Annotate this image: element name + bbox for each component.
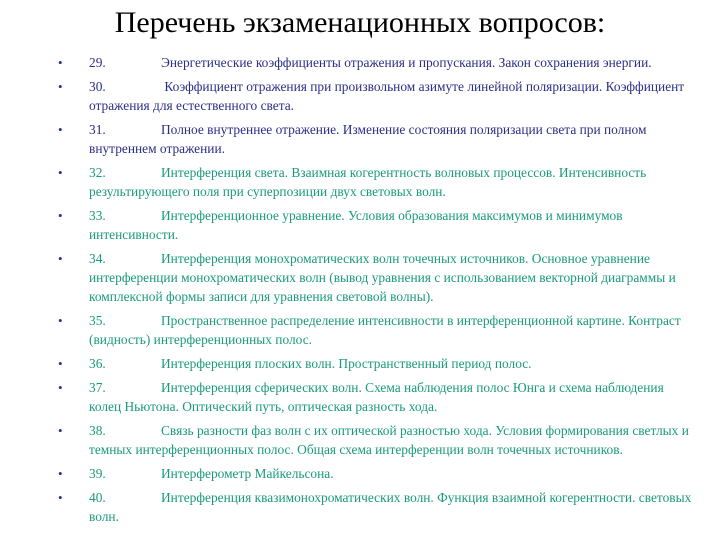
question-number: 37. xyxy=(89,380,106,395)
question-number: 29. xyxy=(89,55,106,70)
bullet-icon: • xyxy=(58,313,63,328)
bullet-icon: • xyxy=(58,79,63,94)
question-number: 33. xyxy=(89,208,106,223)
list-item xyxy=(58,464,698,483)
question-text: Интерферометр Майкельсона. xyxy=(161,466,334,481)
question-text: Интерференция сферических волн. Схема наблюдения полос Юнга и схема наблюдения колец Ньютона. Оптический путь, оптическая разность хода. xyxy=(89,380,664,414)
question-number: 31. xyxy=(89,122,106,137)
question-number: 30. xyxy=(89,79,106,94)
bullet-icon: • xyxy=(58,251,63,266)
question-text: Интерференция квазимонохроматических волн. Функция взаимной когерентности. световых волн. xyxy=(89,490,692,524)
question-number: 40. xyxy=(89,490,106,505)
bullet-icon: • xyxy=(58,122,63,137)
list-item xyxy=(58,311,698,349)
question-text: Интерференция света. Взаимная когерентность волновых процессов. Интенсивность результирующего поля при суперпозиции двух световых волн. xyxy=(89,165,647,199)
list-item xyxy=(58,421,698,459)
bullet-icon: • xyxy=(58,356,63,371)
bullet-icon: • xyxy=(58,490,63,505)
question-text: Интерференция плоских волн. Пространственный период полос. xyxy=(161,356,532,371)
page-title: Перечень экзаменационных вопросов: xyxy=(114,6,606,39)
list-item xyxy=(58,120,698,158)
question-number: 36. xyxy=(89,356,106,371)
question-number: 34. xyxy=(89,251,106,266)
bullet-icon: • xyxy=(58,380,63,395)
list-item xyxy=(58,53,698,72)
bullet-icon: • xyxy=(58,423,63,438)
list-item xyxy=(58,249,698,306)
question-list xyxy=(58,53,698,531)
question-number: 39. xyxy=(89,466,106,481)
list-item xyxy=(58,77,698,115)
bullet-icon: • xyxy=(58,466,63,481)
list-item xyxy=(58,488,698,526)
question-text: Энергетические коэффициенты отражения и пропускания. Закон сохранения энергии. xyxy=(161,55,652,70)
question-text: Интерференционное уравнение. Условия образования максимумов и минимумов интенсивности. xyxy=(89,208,623,242)
question-number: 32. xyxy=(89,165,106,180)
question-number: 38. xyxy=(89,423,106,438)
bullet-icon: • xyxy=(58,55,63,70)
list-item xyxy=(58,354,698,373)
question-text: Пространственное распределение интенсивности в интерференционной картине. Контраст (видность) интерференционных полос. xyxy=(89,313,681,347)
bullet-icon: • xyxy=(58,208,63,223)
question-number: 35. xyxy=(89,313,106,328)
question-text: Полное внутреннее отражение. Изменение состояния поляризации света при полном внутреннем отражении. xyxy=(89,122,647,156)
question-text: Связь разности фаз волн с их оптической разностью хода. Условия формирования светлых и темных интерференционных полос. Общая схема интерференции волн точечных источников. xyxy=(89,423,689,457)
list-item xyxy=(58,206,698,244)
question-text: Интерференция монохроматических волн точечных источников. Основное уравнение интерференции монохроматических волн (вывод уравнения с использованием векторной диаграммы и комплексной формы записи для уравнения световой волны). xyxy=(89,251,676,304)
bullet-icon: • xyxy=(58,165,63,180)
question-text: Коэффициент отражения при произвольном азимуте линейной поляризации. Коэффициент отражения для естественного света. xyxy=(89,79,685,113)
list-item xyxy=(58,163,698,201)
list-item xyxy=(58,378,698,416)
